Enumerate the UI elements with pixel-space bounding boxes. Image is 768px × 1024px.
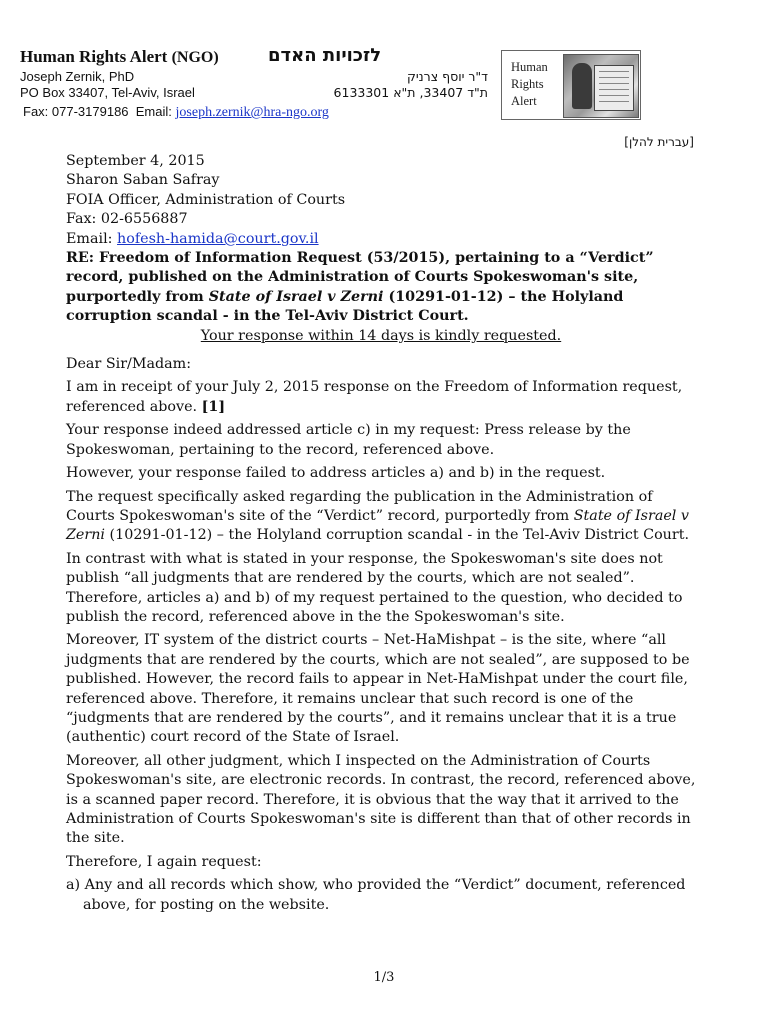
logo-photo — [563, 54, 639, 118]
salutation: Dear Sir/Madam: — [66, 356, 192, 373]
paragraph-4: The request specifically asked regarding the publication in the Administration of Courts Spokeswoman's site of the “Verdict” record, purportedly from State of Israel v Zerni (10291-01-12) – the Holyland corruption scandal - in the Tel-Aviv District Court. — [66, 488, 690, 544]
hebrew-below-note: [עברית להלן] — [624, 135, 694, 149]
org-name-hebrew: לזכויות האדם — [268, 45, 382, 66]
logo-text — [511, 59, 548, 110]
letter-date: September 4, 2015 — [66, 153, 205, 169]
recipient-block — [66, 152, 696, 249]
hra-logo — [501, 50, 641, 120]
person-name-hebrew: ד"ר יוסף צרניק — [406, 69, 488, 84]
paragraph-5: In contrast with what is stated in your response, the Spokeswoman's site does not publish “all judgments that are rendered by the courts, which are not sealed”. Therefore, articles a) and b) of my request pertained to the question, who decided to publish the record, referenced above in the the Spokeswoman's site. — [66, 550, 683, 625]
recipient-email-line: Email: hofesh-hamida@court.gov.il — [66, 230, 319, 247]
contact-line — [23, 104, 329, 121]
recipient-fax: Fax: 02-6556887 — [66, 211, 188, 228]
paragraph-7: Moreover, all other judgment, which I inspected on the Administration of Courts Spokeswoman's site, are electronic records. In contrast, the record, referenced above, is a scanned paper record. Therefore, it is obvious that the way that it arrived to the Administration of Courts Spokeswoman's site is different than that of other records in the site. — [66, 752, 696, 847]
org-email-link[interactable]: joseph.zernik@hra-ngo.org — [175, 105, 329, 120]
recipient-name: Sharon Saban Safray — [66, 172, 220, 189]
recipient-email-link[interactable]: hofesh-hamida@court.gov.il — [117, 230, 319, 247]
response-request: Your response within 14 days is kindly requested. — [200, 327, 562, 344]
org-name: Human Rights Alert (NGO) — [20, 47, 219, 66]
email-label: Email: — [135, 104, 172, 119]
letter-body — [66, 152, 696, 915]
footnote-ref: [1] — [201, 398, 226, 415]
logo-word-2: Rights — [511, 77, 544, 91]
paragraph-3: However, your response failed to address articles a) and b) in the request. — [66, 465, 606, 482]
postal-address: PO Box 33407, Tel-Aviv, Israel — [20, 85, 195, 100]
page-number: 1/3 — [373, 970, 395, 985]
person-name: Joseph Zernik, PhD — [20, 69, 135, 84]
subject-line: RE: Freedom of Information Request (53/2015), pertaining to a “Verdict” record, published on the Administration of Courts Spokeswoman's site, purportedly from State of Israel v Zerni (10291-01-12) – the Holyland corruption scandal - in the Tel-Aviv District Court. — [66, 250, 654, 325]
paragraph-2: Your response indeed addressed article c) in my request: Press release by the Spokeswoman, pertaining to the record, referenced above. — [66, 422, 631, 458]
fax-number: Fax: 077-3179186 — [23, 104, 129, 119]
logo-word-1: Human — [511, 60, 548, 74]
logo-word-3: Alert — [511, 94, 537, 108]
paragraph-8: Therefore, I again request: — [66, 853, 262, 870]
paragraph-6: Moreover, IT system of the district courts – Net-HaMishpat – is the site, where “all judgments that are rendered by the courts, which are not sealed”, are supposed to be published. However, the record fails to appear in Net-HaMishpat under the court file, referenced above. Therefore, it remains unclear that such record is one of the “judgments that are rendered by the courts”, and it remains unclear that it is a true (authentic) court record of the State of Israel. — [66, 632, 690, 746]
paragraph-1: I am in receipt of your July 2, 2015 response on the Freedom of Information request, referenced above. [1] — [66, 379, 683, 415]
request-item-a: a) Any and all records which show, who provided the “Verdict” document, referenced above, for posting on the website. — [66, 877, 686, 913]
postal-address-hebrew: ת"ד 33407, ת"א 6133301 — [333, 85, 488, 100]
recipient-title: FOIA Officer, Administration of Courts — [66, 191, 346, 208]
